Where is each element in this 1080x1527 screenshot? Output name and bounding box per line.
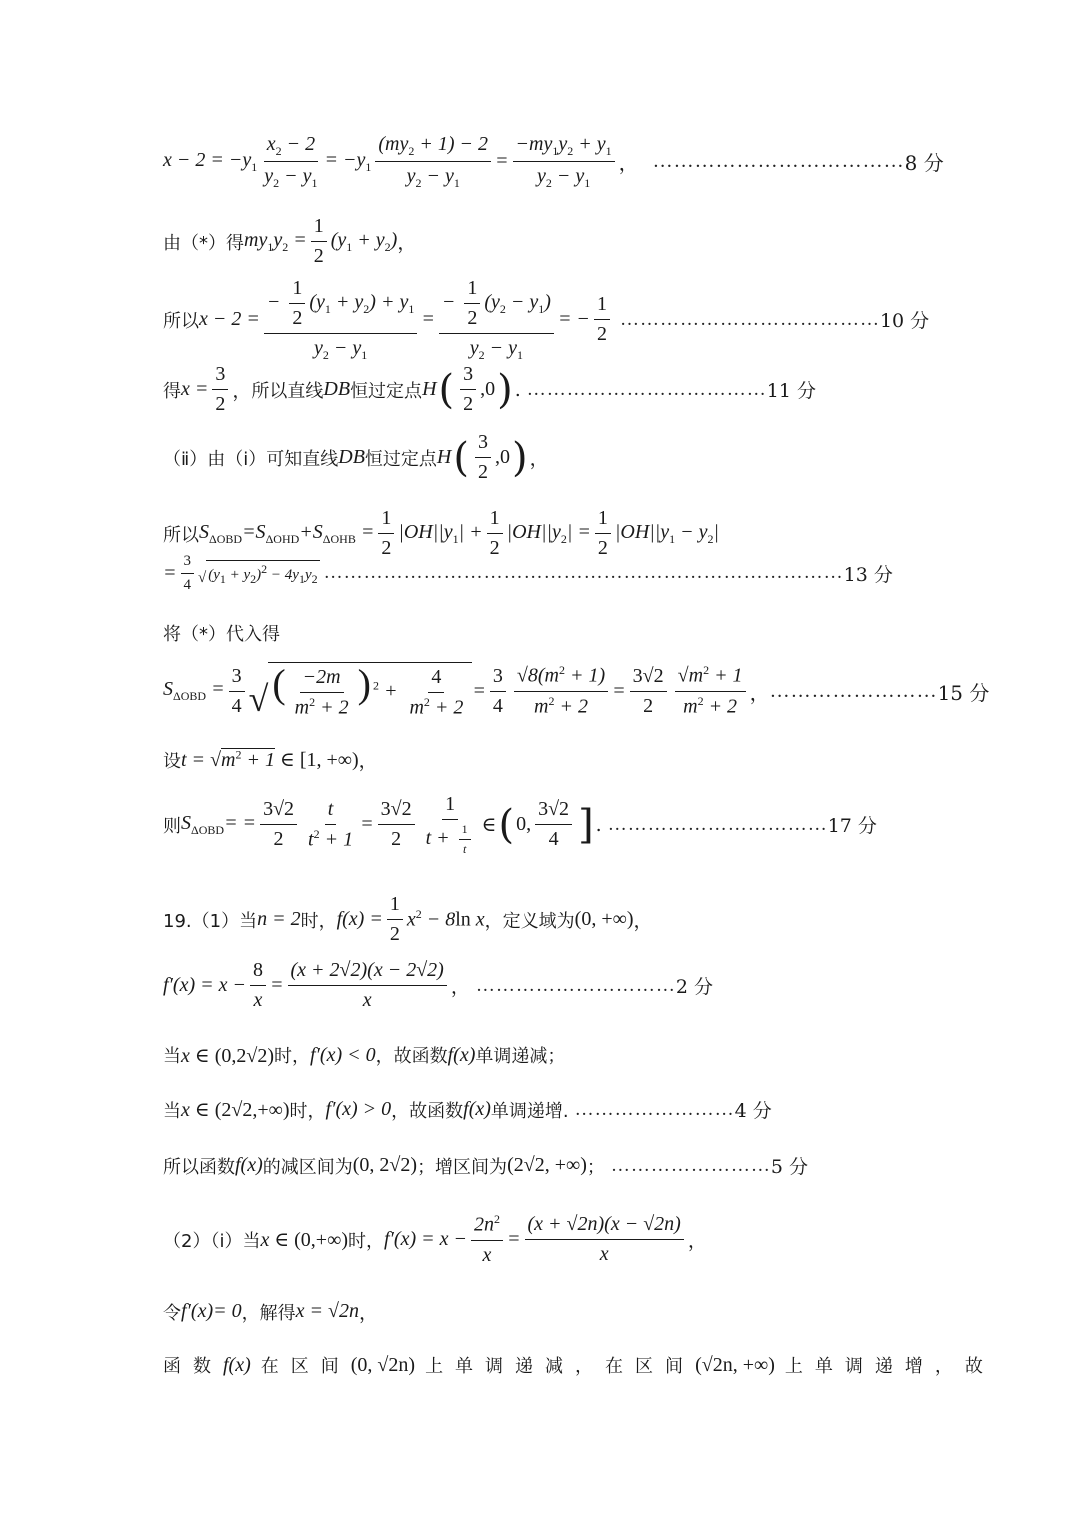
- score-label: 8 分: [904, 151, 944, 175]
- equation-line-13: f′(x) = x − $\frac{8}{x}$ = $\frac{(x + 2√2)(x - 2√2)}{x}$ ， ………………………… 2 分: [163, 959, 713, 1011]
- equation-line-17: （2）（ⅰ）当 x ∈ (0,+∞) 时， f′(x) = x − $\frac{2n^2}{x}$ = $\frac{(x + √2n)(x - √2n)}{x}$ ，: [163, 1212, 707, 1266]
- score-label: 2 分: [675, 976, 713, 998]
- equation-line-1: $x - 2 = -y_1$ $\frac{x_2 - 2}{y_2 - y_1}$ = $-y_1$ $\frac{(my_2 + 1) - 2}{y_2 - y_1}$ = $\frac{-my_1y_2 + y_1}{y_2 - y_1}$ ， ……………………………… 8 分: [163, 133, 944, 190]
- equation-line-7: = $\frac{3}{4}$ √ $(y_1 + y_2)^2 - 4y_1y_2$ …………………………………………………………………… 13 分: [163, 553, 893, 593]
- equation-line-19: 函数 f(x) 在区间 (0, √2n) 上单调递减，在区间 (√2n, +∞) 上单调递增，故: [163, 1353, 995, 1377]
- equation-line-4: 得 x = $\frac{3}{2}$ ， 所以直线 DB 恒过定点 H ( $\frac{3}{2}$ ,0 ) . ……………………………… 11 分: [163, 363, 816, 415]
- equation-line-2: 由（*）得 $my_1y_2$ = $\frac{1}{2}$ $(y_1 + y_2)$ ，: [163, 215, 417, 267]
- equation-line-8: 将（*）代入得: [163, 624, 280, 645]
- equation-line-9: $S_{\Delta OBD}$ = $\frac{3}{4}$ √ ( $\frac{-2m}{m^2 + 2}$ ) $^2$ + $\frac{4}{m^2 + 2}$ = $\frac{3}{4}$ $\frac{√8(m^2 + 1)}{m^2 + 2}$ = $\frac{3√2}{2}$ $\frac{√m^2 + 1}{m^2 + 2}$ ， …………………… 15 分: [163, 661, 990, 720]
- score-label: 11 分: [766, 380, 816, 402]
- score-label: 17 分: [827, 815, 877, 837]
- score-label: 15 分: [937, 680, 990, 705]
- equation-line-14: 当 x ∈ (0,2√2) 时， f′(x) < 0 ，故函数 f(x) 单调递减；: [163, 1043, 566, 1067]
- score-label: 10 分: [879, 310, 930, 332]
- score-label: 13 分: [843, 563, 893, 586]
- equation-line-10: 设 $t = √m^2 + 1$ ∈ [1, +∞) ，: [163, 747, 378, 772]
- equation-line-5: （ⅱ）由（ⅰ）可知直线 DB 恒过定点 H ( $\frac{3}{2}$ ,0 ) ，: [163, 431, 549, 483]
- equation-line-12: 19.（1）当 n = 2 时， f(x) = $\frac{1}{2}$ $x^2 - 8\ln$ x ，定义域为 (0, +∞) ，: [163, 893, 653, 945]
- score-label: 4 分: [734, 1100, 772, 1122]
- equation-line-3: 所以 x − 2 = − $\frac{1}{2}$ $(y_1 + y_2) + y_1$ $y_2 - y_1$ = − $\frac{1}{2}$ $(y_2 - y_1)$ $y_2 - y_1$ = − $\frac{1}{2}$ ………………………………… 10 分: [163, 277, 930, 362]
- equation-line-11: 则 $S_{\Delta OBD}=$ = $\frac{3√2}{2}$ $\frac{t}{t^2 + 1}$ = $\frac{3√2}{2}$ 1 t + $\frac{1}{t}$ ∈ ( 0, $\frac{3√2}{4}$ ] . …………………………… 17 分: [163, 793, 877, 856]
- equation-line-6: 所以 $S_{\Delta OBD}=S_{\Delta OHD}+S_{\Delta OHB}$ = $\frac{1}{2}$ $|OH||y_1|$ + $\frac{1}{2}$ $|OH||y_2|$ = $\frac{1}{2}$ $|OH||y_1 - y_2|$: [163, 507, 720, 559]
- equation-line-15: 当 x ∈ (2√2,+∞) 时， f′(x) > 0 ，故函数 f(x) 单调递增. …………………… 4 分: [163, 1098, 772, 1122]
- equation-line-18: 令 f′(x)= 0 ，解得 x = √2n ，: [163, 1300, 378, 1324]
- equation-line-16: 所以函数 f(x) 的减区间为 (0, 2√2) ；增区间为 (2√2, +∞) ； …………………… 5 分: [163, 1154, 809, 1178]
- score-label: 5 分: [770, 1156, 809, 1178]
